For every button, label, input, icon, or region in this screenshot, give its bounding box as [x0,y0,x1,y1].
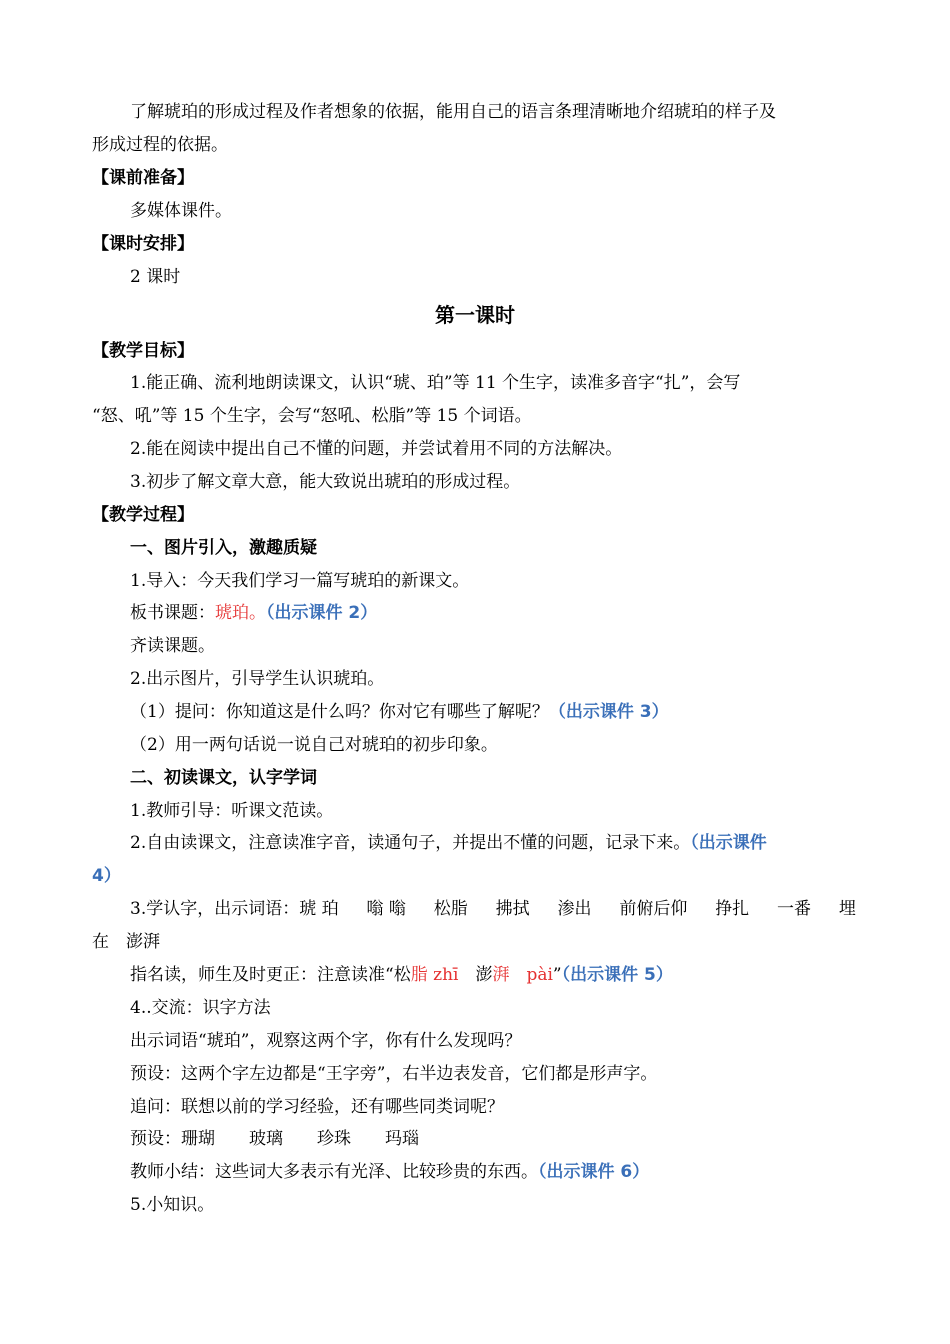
board-topic: 琥珀。 [215,603,266,623]
name-read-a: 指名读，师生及时更正：注意读准“松 [130,965,411,985]
step-2-4: 4..交流：识字方法 [130,998,271,1018]
word-item: 3.学认字，出示词语：琥 珀 [130,899,339,919]
courseware-4b: 4） [92,866,121,886]
prep-text: 多媒体课件。 [130,201,232,221]
follow-up: 追问：联想以前的学习经验，还有哪些同类词呢？ [130,1097,504,1117]
step-2-5: 5.小知识。 [130,1195,215,1215]
goal-2: 2.能在阅读中提出自己不懂的问题，并尝试着用不同的方法解决。 [130,439,623,459]
goals-heading: 【教学目标】 [92,341,194,361]
goal-1a: 1.能正确、流利地朗读课文，认识“琥、珀”等 11 个生字，读准多音字“扎”，会写 [130,373,741,393]
schedule-text: 2 课时 [130,267,181,287]
section-2-heading: 二、初读课文，认字学词 [130,768,317,788]
word-item: 前俯后仰 [619,899,688,919]
intro-line-1: 了解琥珀的形成过程及作者想象的依据，能用自己的语言条理清晰地介绍琥珀的样子及 [130,102,776,122]
word-item: 挣扎 [715,899,750,919]
intro-line-2: 形成过程的依据。 [92,135,228,155]
summary-line [130,1161,649,1183]
lesson-title: 第一课时 [435,303,515,327]
word-show: 出示词语“琥珀”，观察这两个字，你有什么发现吗？ [130,1031,522,1051]
preset-2: 预设：珊瑚 玻璃 珍珠 玛瑙 [130,1129,419,1149]
goal-3: 3.初步了解文章大意，能大致说出琥珀的形成过程。 [130,472,521,492]
word-item: 松脂 [433,899,468,919]
question-1: （1）提问：你知道这是什么吗？你对它有哪些了解呢？ [130,702,549,722]
name-read-line [130,964,673,986]
courseware-2: （出示课件 2） [266,603,378,623]
courseware-5: （出示课件 5） [561,965,673,985]
preset-1: 预设：这两个字左边都是“王字旁”，右半边表发音，它们都是形声字。 [130,1064,658,1084]
courseware-4a: （出示课件 [690,833,767,853]
courseware-3: （出示课件 3） [548,702,669,722]
schedule-heading: 【课时安排】 [92,234,194,254]
name-read-zhi: 脂 zhī [410,965,459,985]
word-list-line [130,898,856,920]
word-item: 埋 [838,899,856,919]
question-1-line [130,701,669,723]
word-item: 拂拭 [495,899,530,919]
step-2-2-line [130,832,767,854]
step-1-1: 1.导入：今天我们学习一篇写琥珀的新课文。 [130,571,470,591]
courseware-6: （出示课件 6） [538,1162,650,1182]
goal-1b: “怒、吼”等 15 个生字，会写“怒吼、松脂”等 15 个词语。 [92,406,532,426]
word-list-line-2: 在 澎湃 [92,932,160,952]
name-read-pai: 湃 pài [492,965,553,985]
word-item: 渗出 [557,899,592,919]
section-1-heading: 一、图片引入，激趣质疑 [130,538,317,558]
word-item: 嗡 嗡 [366,899,406,919]
prep-heading: 【课前准备】 [92,168,194,188]
board-label: 板书课题： [130,603,215,623]
name-read-e: ” [552,965,562,985]
word-item: 一番 [777,899,812,919]
name-read-c: 澎 [458,965,493,985]
question-2: （2）用一两句话说一说自己对琥珀的初步印象。 [130,735,498,755]
step-2-2: 2.自由读课文，注意读准字音，读通句子，并提出不懂的问题，记录下来。 [130,833,691,853]
board-title-line [130,602,377,624]
step-1-2: 2.出示图片，引导学生认识琥珀。 [130,669,385,689]
process-heading: 【教学过程】 [92,505,194,525]
read-title: 齐读课题。 [130,636,215,656]
summary: 教师小结：这些词大多表示有光泽、比较珍贵的东西。 [130,1162,538,1182]
step-2-1: 1.教师引导：听课文范读。 [130,801,334,821]
